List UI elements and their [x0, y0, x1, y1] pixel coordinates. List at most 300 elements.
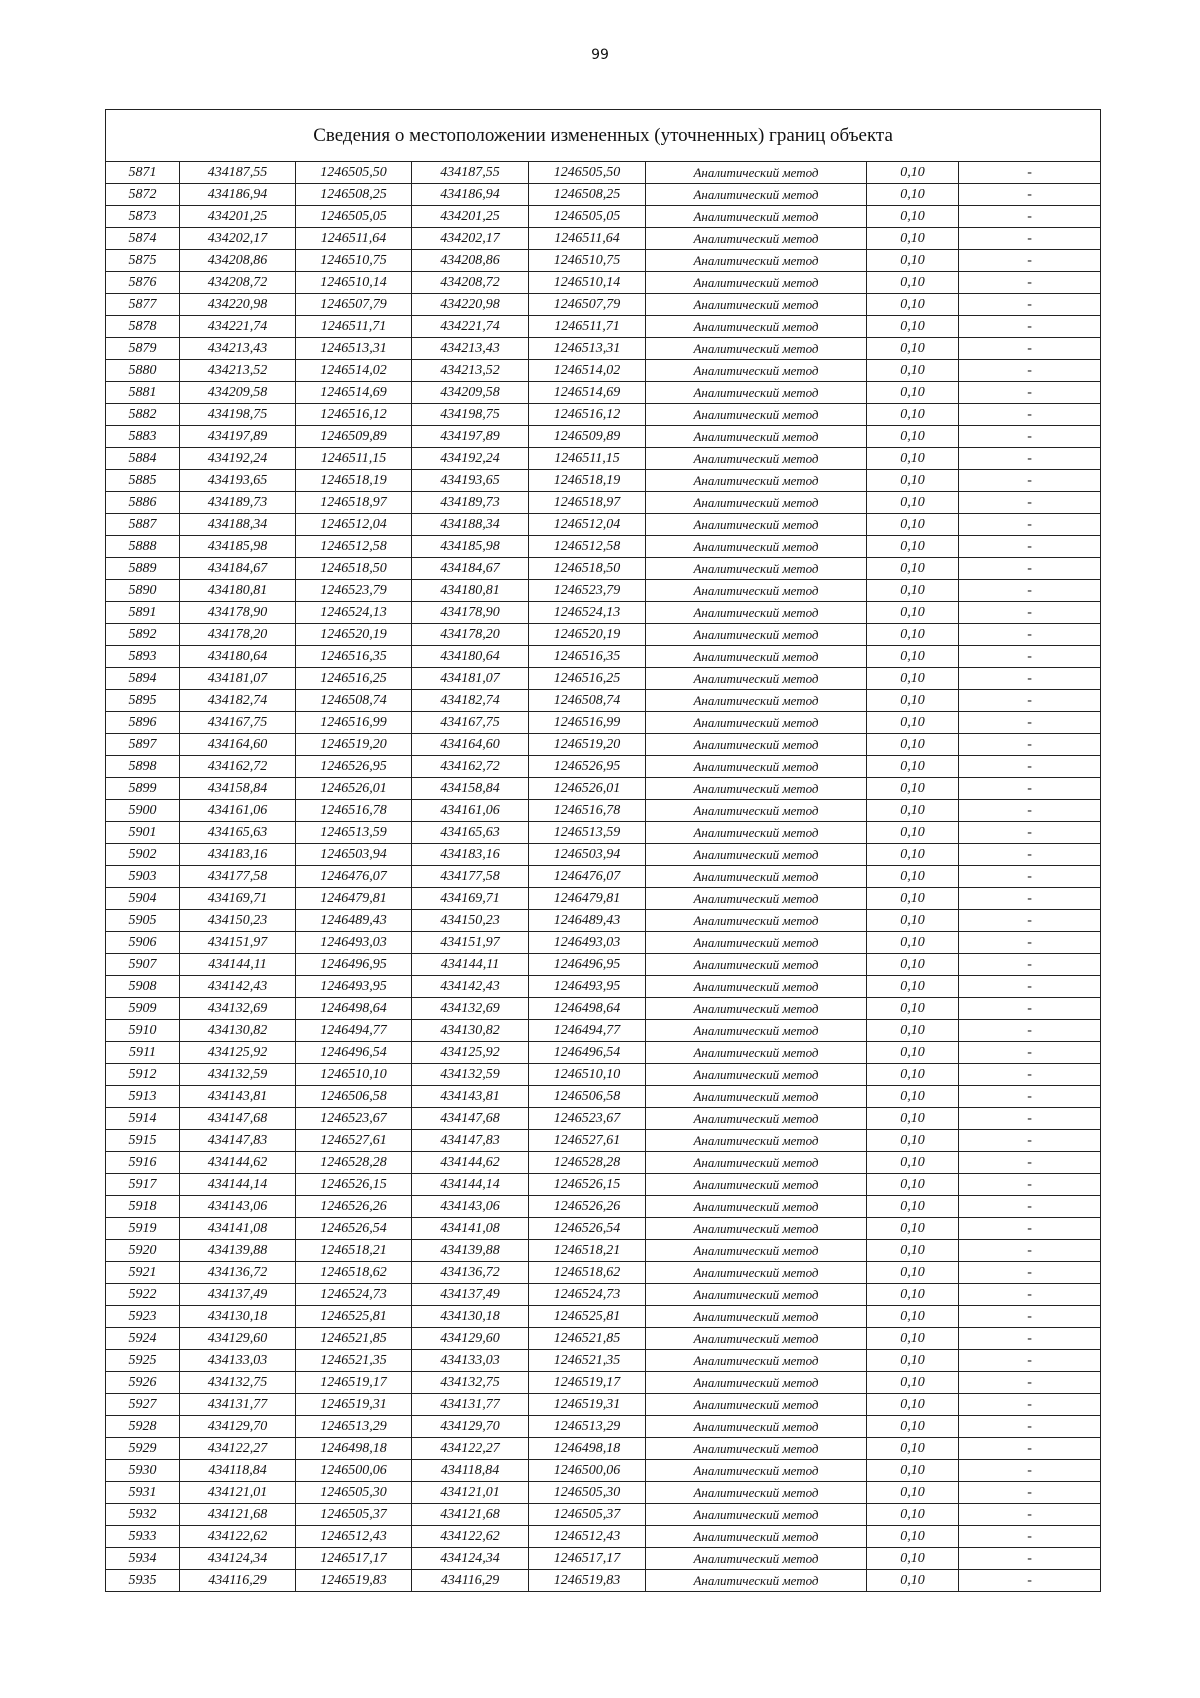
cell-x-new: 434178,20 — [412, 624, 529, 646]
cell-x-new: 434201,25 — [412, 206, 529, 228]
table-row — [106, 558, 1101, 580]
cell-y-new: 1246508,74 — [529, 690, 646, 712]
cell-description: - — [959, 1064, 1101, 1086]
cell-x-existing: 434161,06 — [180, 800, 296, 822]
cell-accuracy: 0,10 — [867, 558, 959, 580]
table-row — [106, 1240, 1101, 1262]
table-row — [106, 932, 1101, 954]
cell-point-number: 5913 — [106, 1086, 180, 1108]
cell-x-existing: 434132,75 — [180, 1372, 296, 1394]
cell-x-existing: 434213,43 — [180, 338, 296, 360]
cell-point-number: 5924 — [106, 1328, 180, 1350]
cell-x-new: 434220,98 — [412, 294, 529, 316]
cell-description: - — [959, 316, 1101, 338]
cell-description: - — [959, 580, 1101, 602]
cell-y-existing: 1246518,50 — [296, 558, 412, 580]
table-row — [106, 844, 1101, 866]
cell-method: Аналитический метод — [646, 1526, 867, 1548]
cell-x-existing: 434162,72 — [180, 756, 296, 778]
cell-x-new: 434147,68 — [412, 1108, 529, 1130]
cell-x-existing: 434144,62 — [180, 1152, 296, 1174]
cell-y-existing: 1246513,29 — [296, 1416, 412, 1438]
cell-y-existing: 1246511,64 — [296, 228, 412, 250]
table-row — [106, 1042, 1101, 1064]
cell-x-existing: 434133,03 — [180, 1350, 296, 1372]
cell-x-existing: 434183,16 — [180, 844, 296, 866]
cell-x-existing: 434180,81 — [180, 580, 296, 602]
cell-y-new: 1246519,17 — [529, 1372, 646, 1394]
cell-point-number: 5931 — [106, 1482, 180, 1504]
cell-y-new: 1246526,26 — [529, 1196, 646, 1218]
cell-accuracy: 0,10 — [867, 668, 959, 690]
cell-y-existing: 1246510,10 — [296, 1064, 412, 1086]
cell-method: Аналитический метод — [646, 316, 867, 338]
cell-x-new: 434197,89 — [412, 426, 529, 448]
cell-x-new: 434186,94 — [412, 184, 529, 206]
table-row — [106, 800, 1101, 822]
cell-method: Аналитический метод — [646, 998, 867, 1020]
cell-x-new: 434158,84 — [412, 778, 529, 800]
cell-accuracy: 0,10 — [867, 404, 959, 426]
table-row — [106, 514, 1101, 536]
cell-accuracy: 0,10 — [867, 1526, 959, 1548]
cell-y-new: 1246525,81 — [529, 1306, 646, 1328]
cell-method: Аналитический метод — [646, 558, 867, 580]
cell-y-existing: 1246506,58 — [296, 1086, 412, 1108]
cell-description: - — [959, 1130, 1101, 1152]
table-row — [106, 1020, 1101, 1042]
cell-description: - — [959, 250, 1101, 272]
cell-accuracy: 0,10 — [867, 734, 959, 756]
cell-accuracy: 0,10 — [867, 1174, 959, 1196]
cell-point-number: 5898 — [106, 756, 180, 778]
cell-x-new: 434188,34 — [412, 514, 529, 536]
cell-x-existing: 434121,68 — [180, 1504, 296, 1526]
cell-accuracy: 0,10 — [867, 1108, 959, 1130]
cell-method: Аналитический метод — [646, 228, 867, 250]
cell-accuracy: 0,10 — [867, 690, 959, 712]
cell-y-existing: 1246526,26 — [296, 1196, 412, 1218]
cell-accuracy: 0,10 — [867, 1240, 959, 1262]
cell-method: Аналитический метод — [646, 932, 867, 954]
cell-point-number: 5916 — [106, 1152, 180, 1174]
cell-x-new: 434162,72 — [412, 756, 529, 778]
cell-accuracy: 0,10 — [867, 294, 959, 316]
cell-y-new: 1246516,99 — [529, 712, 646, 734]
cell-x-existing: 434221,74 — [180, 316, 296, 338]
table-row — [106, 206, 1101, 228]
cell-x-existing: 434150,23 — [180, 910, 296, 932]
cell-method: Аналитический метод — [646, 580, 867, 602]
cell-accuracy: 0,10 — [867, 624, 959, 646]
cell-x-existing: 434118,84 — [180, 1460, 296, 1482]
cell-description: - — [959, 1306, 1101, 1328]
cell-method: Аналитический метод — [646, 1438, 867, 1460]
cell-description: - — [959, 294, 1101, 316]
cell-y-existing: 1246526,95 — [296, 756, 412, 778]
cell-y-existing: 1246512,04 — [296, 514, 412, 536]
cell-point-number: 5880 — [106, 360, 180, 382]
cell-y-existing: 1246511,15 — [296, 448, 412, 470]
cell-x-existing: 434181,07 — [180, 668, 296, 690]
cell-x-existing: 434180,64 — [180, 646, 296, 668]
table-row — [106, 1482, 1101, 1504]
cell-y-existing: 1246496,54 — [296, 1042, 412, 1064]
cell-accuracy: 0,10 — [867, 1196, 959, 1218]
cell-description: - — [959, 514, 1101, 536]
table-row — [106, 1372, 1101, 1394]
cell-y-existing: 1246516,35 — [296, 646, 412, 668]
cell-description: - — [959, 1262, 1101, 1284]
cell-y-new: 1246479,81 — [529, 888, 646, 910]
cell-x-existing: 434141,08 — [180, 1218, 296, 1240]
cell-x-existing: 434186,94 — [180, 184, 296, 206]
cell-method: Аналитический метод — [646, 800, 867, 822]
table-row — [106, 1152, 1101, 1174]
cell-method: Аналитический метод — [646, 1262, 867, 1284]
cell-y-new: 1246496,54 — [529, 1042, 646, 1064]
cell-accuracy: 0,10 — [867, 866, 959, 888]
cell-y-existing: 1246513,59 — [296, 822, 412, 844]
cell-description: - — [959, 448, 1101, 470]
table-row — [106, 360, 1101, 382]
cell-x-existing: 434201,25 — [180, 206, 296, 228]
table-row — [106, 272, 1101, 294]
table-row — [106, 1504, 1101, 1526]
table-row — [106, 1218, 1101, 1240]
table-row — [106, 1570, 1101, 1592]
cell-accuracy: 0,10 — [867, 1086, 959, 1108]
cell-accuracy: 0,10 — [867, 1438, 959, 1460]
cell-description: - — [959, 1042, 1101, 1064]
cell-accuracy: 0,10 — [867, 844, 959, 866]
cell-description: - — [959, 558, 1101, 580]
cell-point-number: 5881 — [106, 382, 180, 404]
cell-point-number: 5876 — [106, 272, 180, 294]
cell-method: Аналитический метод — [646, 866, 867, 888]
cell-x-existing: 434124,34 — [180, 1548, 296, 1570]
cell-point-number: 5933 — [106, 1526, 180, 1548]
cell-x-new: 434180,81 — [412, 580, 529, 602]
cell-point-number: 5925 — [106, 1350, 180, 1372]
cell-description: - — [959, 1482, 1101, 1504]
cell-accuracy: 0,10 — [867, 1020, 959, 1042]
table-row — [106, 756, 1101, 778]
cell-x-new: 434124,34 — [412, 1548, 529, 1570]
cell-y-new: 1246512,04 — [529, 514, 646, 536]
cell-x-existing: 434178,90 — [180, 602, 296, 624]
cell-description: - — [959, 1570, 1101, 1592]
cell-point-number: 5934 — [106, 1548, 180, 1570]
cell-description: - — [959, 756, 1101, 778]
cell-description: - — [959, 206, 1101, 228]
cell-x-new: 434121,68 — [412, 1504, 529, 1526]
cell-point-number: 5909 — [106, 998, 180, 1020]
cell-description: - — [959, 1460, 1101, 1482]
table-row — [106, 822, 1101, 844]
cell-method: Аналитический метод — [646, 1196, 867, 1218]
cell-x-existing: 434122,27 — [180, 1438, 296, 1460]
cell-x-new: 434125,92 — [412, 1042, 529, 1064]
cell-y-new: 1246523,79 — [529, 580, 646, 602]
cell-point-number: 5895 — [106, 690, 180, 712]
cell-y-new: 1246506,58 — [529, 1086, 646, 1108]
cell-y-new: 1246500,06 — [529, 1460, 646, 1482]
cell-accuracy: 0,10 — [867, 470, 959, 492]
cell-y-existing: 1246524,73 — [296, 1284, 412, 1306]
cell-description: - — [959, 1020, 1101, 1042]
cell-x-new: 434139,88 — [412, 1240, 529, 1262]
cell-point-number: 5874 — [106, 228, 180, 250]
cell-y-existing: 1246518,19 — [296, 470, 412, 492]
cell-y-new: 1246489,43 — [529, 910, 646, 932]
cell-description: - — [959, 1504, 1101, 1526]
cell-x-new: 434187,55 — [412, 162, 529, 184]
cell-description: - — [959, 1350, 1101, 1372]
table-row — [106, 778, 1101, 800]
cell-accuracy: 0,10 — [867, 1350, 959, 1372]
cell-description: - — [959, 536, 1101, 558]
table-row — [106, 1108, 1101, 1130]
table-row — [106, 1438, 1101, 1460]
table-row — [106, 536, 1101, 558]
cell-point-number: 5928 — [106, 1416, 180, 1438]
cell-description: - — [959, 382, 1101, 404]
cell-description: - — [959, 800, 1101, 822]
cell-point-number: 5899 — [106, 778, 180, 800]
cell-point-number: 5932 — [106, 1504, 180, 1526]
cell-x-existing: 434158,84 — [180, 778, 296, 800]
cell-description: - — [959, 1328, 1101, 1350]
cell-method: Аналитический метод — [646, 1174, 867, 1196]
cell-x-new: 434136,72 — [412, 1262, 529, 1284]
table-row — [106, 1460, 1101, 1482]
cell-x-new: 434147,83 — [412, 1130, 529, 1152]
cell-y-existing: 1246524,13 — [296, 602, 412, 624]
cell-point-number: 5882 — [106, 404, 180, 426]
cell-x-existing: 434185,98 — [180, 536, 296, 558]
cell-description: - — [959, 822, 1101, 844]
cell-y-existing: 1246510,75 — [296, 250, 412, 272]
cell-accuracy: 0,10 — [867, 1130, 959, 1152]
cell-x-new: 434143,06 — [412, 1196, 529, 1218]
cell-y-existing: 1246494,77 — [296, 1020, 412, 1042]
cell-description: - — [959, 1196, 1101, 1218]
cell-y-new: 1246476,07 — [529, 866, 646, 888]
table-row — [106, 690, 1101, 712]
cell-accuracy: 0,10 — [867, 1218, 959, 1240]
table-row — [106, 228, 1101, 250]
cell-y-existing: 1246493,03 — [296, 932, 412, 954]
cell-x-new: 434180,64 — [412, 646, 529, 668]
cell-y-existing: 1246518,62 — [296, 1262, 412, 1284]
cell-x-new: 434169,71 — [412, 888, 529, 910]
cell-description: - — [959, 1526, 1101, 1548]
cell-x-new: 434185,98 — [412, 536, 529, 558]
cell-y-existing: 1246514,02 — [296, 360, 412, 382]
cell-x-existing: 434129,70 — [180, 1416, 296, 1438]
cell-y-new: 1246514,02 — [529, 360, 646, 382]
cell-point-number: 5920 — [106, 1240, 180, 1262]
cell-accuracy: 0,10 — [867, 1460, 959, 1482]
cell-y-new: 1246519,83 — [529, 1570, 646, 1592]
cell-method: Аналитический метод — [646, 1218, 867, 1240]
cell-y-new: 1246503,94 — [529, 844, 646, 866]
table-row — [106, 1306, 1101, 1328]
table-title: Сведения о местоположении измененных (уточненных) границ объекта — [106, 110, 1101, 162]
cell-y-new: 1246516,78 — [529, 800, 646, 822]
cell-y-new: 1246524,13 — [529, 602, 646, 624]
cell-description: - — [959, 1152, 1101, 1174]
cell-y-new: 1246512,58 — [529, 536, 646, 558]
table-row — [106, 668, 1101, 690]
cell-method: Аналитический метод — [646, 1284, 867, 1306]
cell-method: Аналитический метод — [646, 844, 867, 866]
cell-point-number: 5889 — [106, 558, 180, 580]
cell-point-number: 5914 — [106, 1108, 180, 1130]
cell-accuracy: 0,10 — [867, 250, 959, 272]
cell-method: Аналитический метод — [646, 162, 867, 184]
cell-y-new: 1246513,31 — [529, 338, 646, 360]
cell-x-new: 434129,70 — [412, 1416, 529, 1438]
cell-x-new: 434189,73 — [412, 492, 529, 514]
cell-point-number: 5926 — [106, 1372, 180, 1394]
cell-accuracy: 0,10 — [867, 712, 959, 734]
cell-description: - — [959, 1438, 1101, 1460]
cell-description: - — [959, 1108, 1101, 1130]
cell-y-existing: 1246476,07 — [296, 866, 412, 888]
cell-x-new: 434132,69 — [412, 998, 529, 1020]
cell-point-number: 5902 — [106, 844, 180, 866]
cell-accuracy: 0,10 — [867, 822, 959, 844]
cell-description: - — [959, 492, 1101, 514]
cell-point-number: 5917 — [106, 1174, 180, 1196]
cell-point-number: 5911 — [106, 1042, 180, 1064]
cell-x-existing: 434178,20 — [180, 624, 296, 646]
cell-method: Аналитический метод — [646, 1130, 867, 1152]
cell-description: - — [959, 338, 1101, 360]
table-row — [106, 1174, 1101, 1196]
cell-x-new: 434167,75 — [412, 712, 529, 734]
cell-method: Аналитический метод — [646, 734, 867, 756]
table-row — [106, 448, 1101, 470]
cell-y-new: 1246511,15 — [529, 448, 646, 470]
cell-y-new: 1246519,31 — [529, 1394, 646, 1416]
cell-method: Аналитический метод — [646, 1548, 867, 1570]
cell-y-new: 1246521,35 — [529, 1350, 646, 1372]
cell-method: Аналитический метод — [646, 1372, 867, 1394]
cell-y-new: 1246498,18 — [529, 1438, 646, 1460]
cell-x-new: 434183,16 — [412, 844, 529, 866]
cell-description: - — [959, 1218, 1101, 1240]
cell-point-number: 5890 — [106, 580, 180, 602]
cell-x-existing: 434121,01 — [180, 1482, 296, 1504]
page-number: 99 — [591, 47, 609, 63]
cell-y-existing: 1246512,43 — [296, 1526, 412, 1548]
cell-x-new: 434130,82 — [412, 1020, 529, 1042]
cell-accuracy: 0,10 — [867, 1064, 959, 1086]
cell-method: Аналитический метод — [646, 536, 867, 558]
cell-point-number: 5910 — [106, 1020, 180, 1042]
cell-point-number: 5884 — [106, 448, 180, 470]
cell-x-new: 434122,27 — [412, 1438, 529, 1460]
table-row — [106, 1394, 1101, 1416]
cell-accuracy: 0,10 — [867, 602, 959, 624]
cell-description: - — [959, 162, 1101, 184]
cell-y-new: 1246507,79 — [529, 294, 646, 316]
cell-y-new: 1246493,95 — [529, 976, 646, 998]
cell-x-existing: 434193,65 — [180, 470, 296, 492]
cell-y-new: 1246513,29 — [529, 1416, 646, 1438]
cell-y-new: 1246508,25 — [529, 184, 646, 206]
cell-x-existing: 434192,24 — [180, 448, 296, 470]
cell-accuracy: 0,10 — [867, 1548, 959, 1570]
cell-method: Аналитический метод — [646, 1108, 867, 1130]
cell-x-new: 434213,43 — [412, 338, 529, 360]
cell-x-existing: 434209,58 — [180, 382, 296, 404]
cell-y-existing: 1246507,79 — [296, 294, 412, 316]
cell-y-new: 1246505,05 — [529, 206, 646, 228]
cell-method: Аналитический метод — [646, 514, 867, 536]
cell-x-new: 434182,74 — [412, 690, 529, 712]
cell-y-new: 1246524,73 — [529, 1284, 646, 1306]
cell-method: Аналитический метод — [646, 492, 867, 514]
cell-description: - — [959, 1284, 1101, 1306]
cell-accuracy: 0,10 — [867, 536, 959, 558]
cell-method: Аналитический метод — [646, 448, 867, 470]
cell-method: Аналитический метод — [646, 250, 867, 272]
cell-y-existing: 1246503,94 — [296, 844, 412, 866]
cell-y-existing: 1246505,30 — [296, 1482, 412, 1504]
cell-method: Аналитический метод — [646, 338, 867, 360]
cell-x-existing: 434129,60 — [180, 1328, 296, 1350]
cell-y-existing: 1246498,18 — [296, 1438, 412, 1460]
cell-description: - — [959, 404, 1101, 426]
cell-point-number: 5872 — [106, 184, 180, 206]
cell-x-existing: 434136,72 — [180, 1262, 296, 1284]
cell-y-new: 1246510,10 — [529, 1064, 646, 1086]
cell-method: Аналитический метод — [646, 1416, 867, 1438]
cell-x-new: 434177,58 — [412, 866, 529, 888]
cell-point-number: 5908 — [106, 976, 180, 998]
table-row — [106, 910, 1101, 932]
table-row — [106, 1284, 1101, 1306]
cell-y-new: 1246518,50 — [529, 558, 646, 580]
cell-point-number: 5891 — [106, 602, 180, 624]
cell-method: Аналитический метод — [646, 646, 867, 668]
cell-x-existing: 434165,63 — [180, 822, 296, 844]
cell-method: Аналитический метод — [646, 690, 867, 712]
cell-y-existing: 1246493,95 — [296, 976, 412, 998]
cell-x-new: 434144,14 — [412, 1174, 529, 1196]
cell-y-existing: 1246520,19 — [296, 624, 412, 646]
cell-x-new: 434131,77 — [412, 1394, 529, 1416]
boundary-table — [105, 109, 1101, 1592]
table-row — [106, 470, 1101, 492]
cell-point-number: 5873 — [106, 206, 180, 228]
cell-x-new: 434192,24 — [412, 448, 529, 470]
cell-y-existing: 1246519,31 — [296, 1394, 412, 1416]
cell-x-existing: 434143,06 — [180, 1196, 296, 1218]
cell-x-existing: 434187,55 — [180, 162, 296, 184]
cell-x-existing: 434202,17 — [180, 228, 296, 250]
cell-y-new: 1246512,43 — [529, 1526, 646, 1548]
cell-y-existing: 1246516,12 — [296, 404, 412, 426]
cell-method: Аналитический метод — [646, 1460, 867, 1482]
cell-y-new: 1246521,85 — [529, 1328, 646, 1350]
table-row — [106, 580, 1101, 602]
cell-y-new: 1246518,21 — [529, 1240, 646, 1262]
